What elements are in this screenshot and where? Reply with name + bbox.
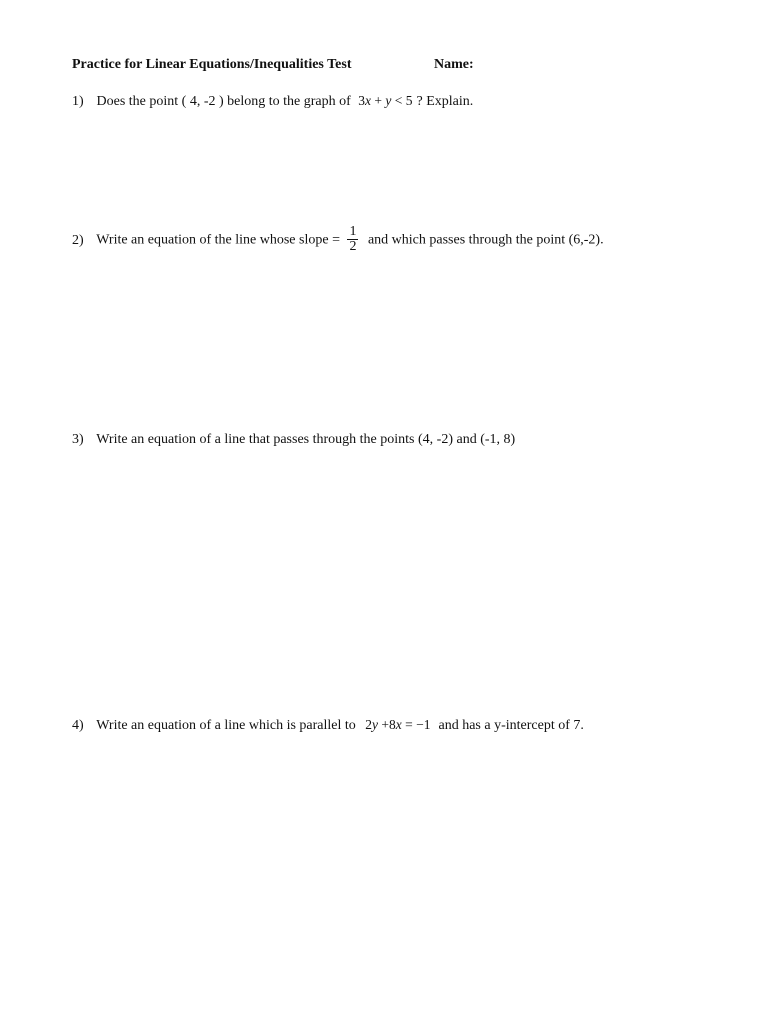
question-text-after: and which passes through the point (6,-2). bbox=[367, 232, 604, 248]
fraction-numerator: 1 bbox=[349, 224, 357, 239]
question-text: Does the point ( 4, -2 ) belong to the graph of bbox=[96, 94, 351, 109]
fraction-denominator: 2 bbox=[349, 239, 357, 254]
question-text: Write an equation of a line which is parallel to bbox=[96, 718, 356, 733]
question-4 bbox=[72, 717, 584, 734]
question-number: 1) bbox=[72, 94, 84, 109]
worksheet-title: Practice for Linear Equations/Inequalities Test bbox=[72, 57, 352, 72]
question-number: 2) bbox=[72, 232, 84, 248]
equation-expression: 2y +8x = −1 bbox=[365, 717, 431, 732]
question-number: 3) bbox=[72, 432, 84, 447]
question-number: 4) bbox=[72, 718, 84, 733]
worksheet-header bbox=[72, 57, 474, 73]
slope-fraction bbox=[347, 225, 358, 254]
question-2 bbox=[72, 226, 604, 255]
name-label: Name: bbox=[434, 57, 474, 72]
question-text: Write an equation of a line that passes through the points (4, -2) and (-1, 8) bbox=[96, 432, 516, 447]
question-text: Write an equation of the line whose slope = bbox=[96, 232, 340, 248]
question-3 bbox=[72, 432, 515, 448]
question-text-after: and has a y-intercept of 7. bbox=[438, 718, 584, 733]
inequality-expression: 3x + y < 5 bbox=[358, 93, 413, 108]
question-1 bbox=[72, 93, 473, 110]
question-text-after: ? Explain. bbox=[416, 94, 474, 109]
